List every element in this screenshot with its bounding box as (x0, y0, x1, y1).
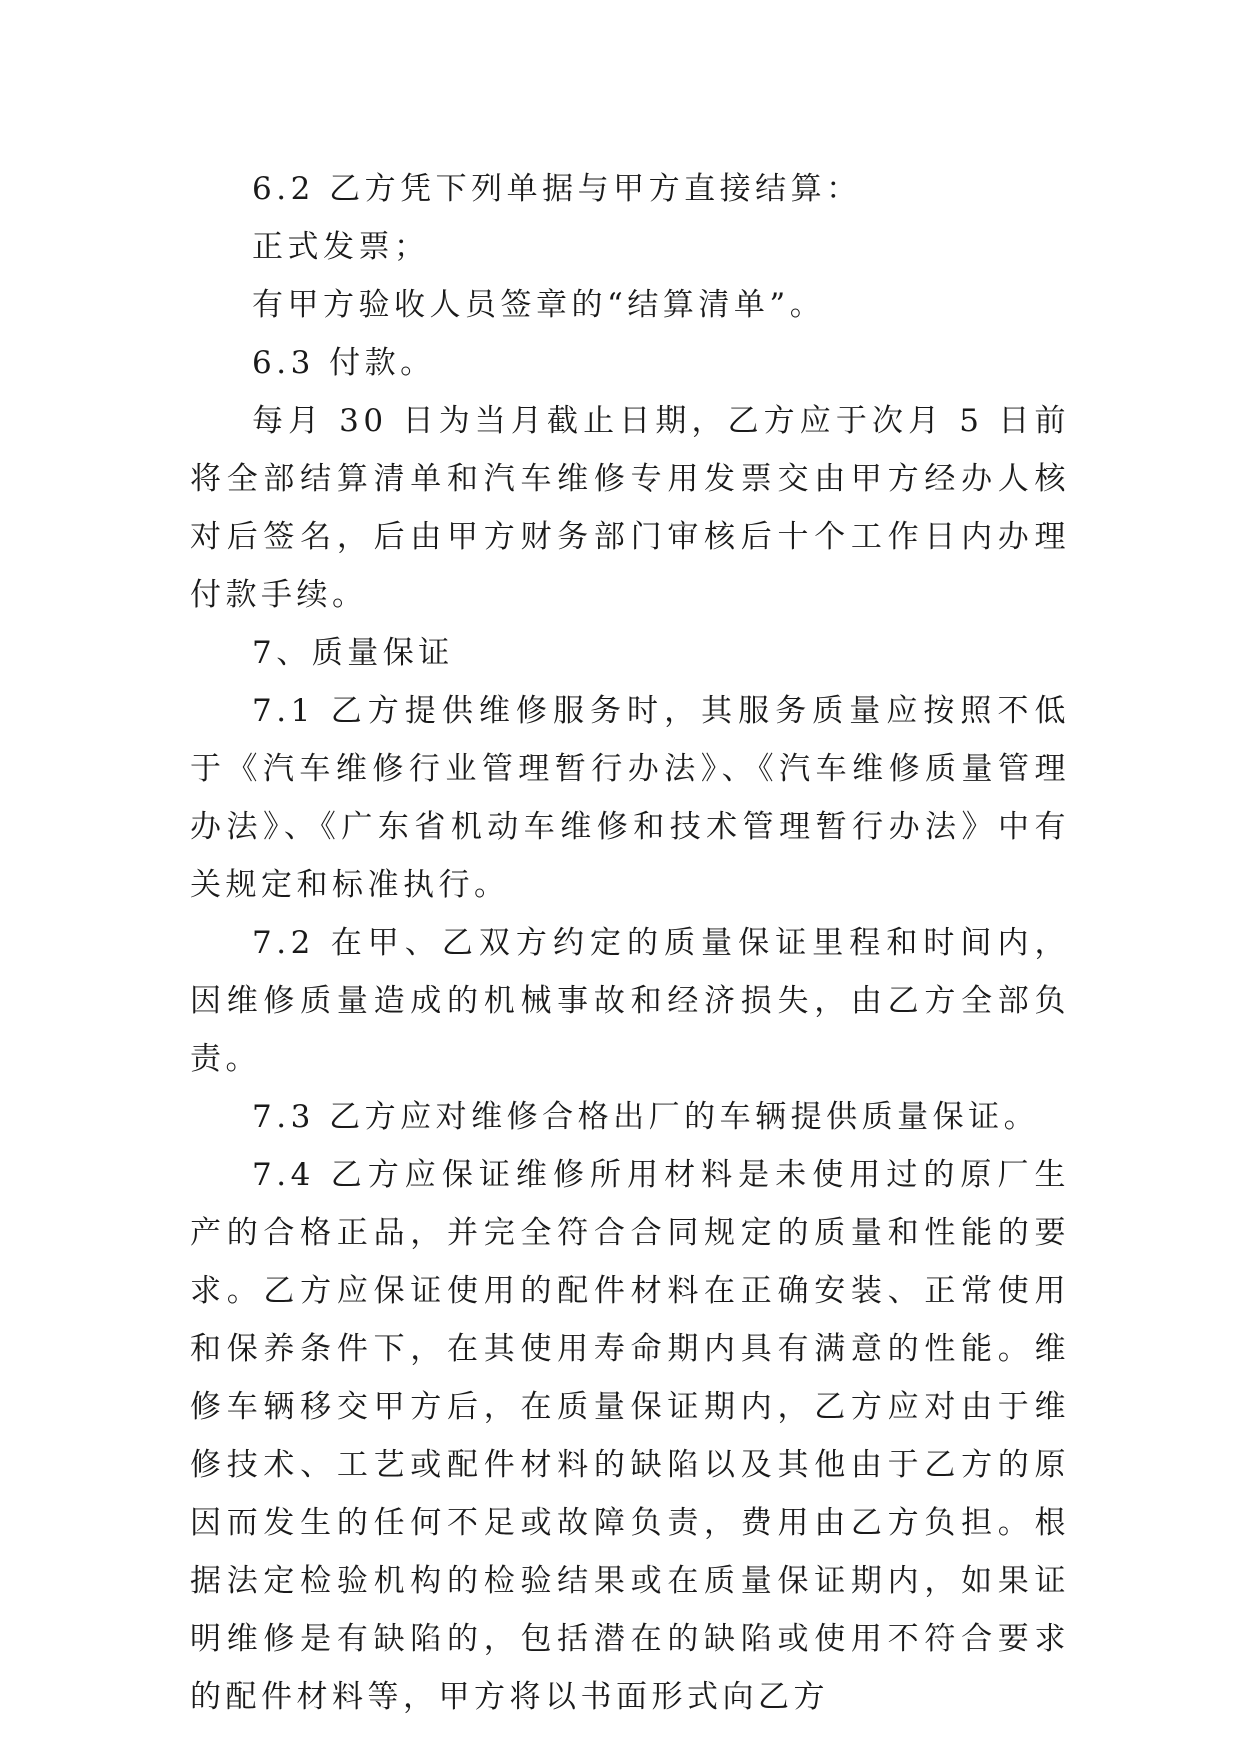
paragraph-6-3-payment: 6.3 付款。 (252, 345, 436, 381)
document-body (190, 160, 1070, 1726)
paragraph-7-3: 7.3 乙方应对维修合格出厂的车辆提供质量保证。 (252, 1099, 1040, 1135)
section-heading-quality-assurance: 7、质量保证 (252, 635, 454, 671)
paragraph-6-2-settlement-documents: 6.2 乙方凭下列单据与甲方直接结算： (252, 171, 862, 207)
paragraph-formal-invoice: 正式发票； (252, 229, 430, 265)
paragraph-settlement-list: 有甲方验收人员签章的“结算清单”。 (252, 287, 826, 323)
paragraph-7-1: 7.1 乙方提供维修服务时，其服务质量应按照不低于《汽车维修行业管理暂行办法》、《汽车维修质量管理办法》、《广东省机动车维修和技术管理暂行办法》中有关规定和标准执行。 (190, 693, 1070, 903)
paragraph-7-4: 7.4 乙方应保证维修所用材料是未使用过的原厂生产的合格正品，并完全符合合同规定的质量和性能的要求。乙方应保证使用的配件材料在正确安装、正常使用和保养条件下，在其使用寿命期内具有满意的性能。维修车辆移交甲方后，在质量保证期内，乙方应对由于维修技术、工艺或配件材料的缺陷以及其他由于乙方的原因而发生的任何不足或故障负责，费用由乙方负担。根据法定检验机构的检验结果或在质量保证期内，如果证明维修是有缺陷的，包括潜在的缺陷或使用不符合要求的配件材料等，甲方将以书面形式向乙方 (190, 1157, 1070, 1715)
paragraph-monthly-cutoff: 每月 30 日为当月截止日期，乙方应于次月 5 日前将全部结算清单和汽车维修专用发票交由甲方经办人核对后签名，后由甲方财务部门审核后十个工作日内办理付款手续。 (190, 403, 1070, 613)
paragraph-7-2: 7.2 在甲、乙双方约定的质量保证里程和时间内，因维修质量造成的机械事故和经济损失，由乙方全部负责。 (190, 925, 1070, 1077)
